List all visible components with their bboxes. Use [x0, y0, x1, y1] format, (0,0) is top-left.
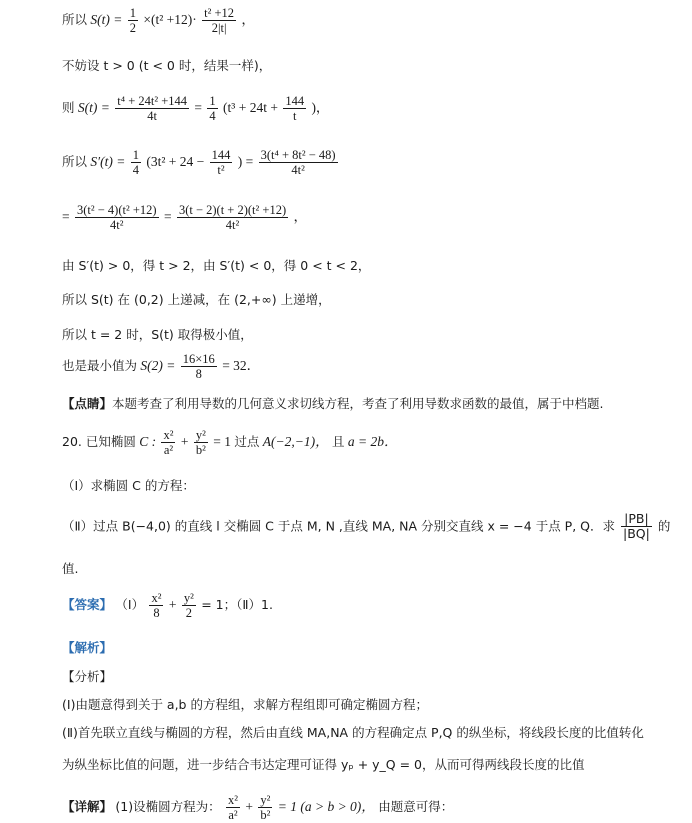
line-8: 所以 t = 2 时，S(t) 取得极小值，	[62, 327, 253, 342]
numerator: y²	[183, 591, 194, 605]
math: =	[194, 99, 206, 115]
denominator: 4t²	[177, 217, 288, 232]
denominator: 4	[209, 109, 216, 124]
math: =	[163, 208, 175, 224]
line-6: 由 S′(t) > 0，得 t > 2，由 S′(t) < 0，得 0 < t < 2，	[62, 258, 371, 273]
math: = 1 (a > b > 0)，	[277, 798, 375, 814]
line-10	[62, 396, 604, 411]
text: 所以	[62, 11, 88, 27]
numerator: y²	[260, 793, 271, 807]
fraction	[75, 203, 159, 233]
text: 所以	[62, 153, 88, 169]
line-21	[62, 793, 453, 823]
numerator: 3(t − 2)(t + 2)(t² +12)	[178, 203, 287, 217]
denominator: 8	[181, 366, 217, 381]
fenxi-tag: 【分析】	[62, 669, 113, 684]
denominator: b²	[260, 808, 271, 823]
denominator: b²	[195, 443, 206, 458]
line-7: 所以 S(t) 在 (0,2) 上递减，在 (2,+∞) 上递增，	[62, 292, 331, 307]
denominator: 4t²	[75, 217, 159, 232]
note-tag: 【点睛】	[62, 396, 113, 411]
denominator: a²	[226, 807, 240, 822]
fraction	[210, 148, 233, 178]
detail-tag: 【详解】	[62, 798, 113, 814]
denominator: |BQ|	[622, 526, 650, 542]
fraction	[115, 94, 189, 124]
math: +	[168, 596, 180, 612]
numerator: 144	[211, 148, 231, 162]
math: C :	[139, 433, 160, 449]
numerator: 1	[129, 6, 136, 20]
math: =	[62, 208, 73, 224]
line-19: (Ⅱ)首先联立直线与椭圆的方程，然后由直线 MA,NA 的方程确定点 P,Q 的纵坐标，将线段长度的比值转化	[62, 725, 644, 740]
math: S(t) =	[77, 99, 114, 115]
line-14: 值.	[62, 561, 79, 576]
math: a = 2b．	[347, 433, 398, 449]
text: ，	[293, 208, 307, 224]
numerator: x²	[151, 591, 162, 605]
fraction	[258, 793, 272, 823]
line-18: (Ⅰ)由题意得到关于 a,b 的方程组，求解方程组即可确定椭圆方程；	[62, 697, 428, 712]
fraction	[621, 512, 652, 542]
fraction	[181, 352, 217, 382]
fraction	[207, 94, 217, 124]
fraction	[177, 203, 288, 233]
math: S′(t) =	[90, 153, 129, 169]
denominator: 2	[129, 21, 136, 36]
denominator: t²	[210, 162, 233, 177]
math: S(2) =	[140, 357, 179, 373]
line-5	[62, 203, 307, 233]
denominator: 2	[182, 605, 196, 620]
math: A(−2,−1)，	[262, 433, 329, 449]
text: 则	[62, 99, 75, 115]
line-9	[62, 352, 260, 382]
numerator: t² +12	[204, 6, 235, 20]
math: S(t) =	[90, 11, 126, 27]
math: ×(t² +12)·	[143, 11, 197, 27]
denominator: 4t	[115, 108, 189, 123]
line-12: （Ⅰ）求椭圆 C 的方程：	[62, 478, 195, 493]
fraction	[128, 6, 138, 36]
numerator: 1	[209, 94, 216, 108]
fraction	[226, 793, 240, 823]
answer-tag: 【答案】	[62, 596, 113, 612]
numerator: x²	[163, 428, 174, 442]
numerator: x²	[227, 793, 238, 807]
analysis-tag: 【解析】	[62, 640, 113, 655]
line-2: 不妨设 t > 0 (t < 0 时，结果一样)，	[62, 58, 272, 73]
numerator: y²	[195, 428, 206, 442]
numerator: 3(t⁴ + 8t² − 48)	[260, 148, 336, 162]
fraction	[131, 148, 141, 178]
text: 的	[657, 518, 671, 534]
line-11	[62, 428, 397, 458]
text: 本题考查了利用导数的几何意义求切线方程，考查了利用导数求函数的最值，属于中档题.	[112, 396, 604, 411]
math: = 32．	[222, 357, 261, 373]
fraction	[202, 6, 236, 36]
line-4	[62, 148, 340, 178]
math: )，	[311, 99, 330, 115]
math: (t³ + 24t +	[223, 99, 282, 115]
fraction	[149, 591, 163, 621]
numerator: 1	[132, 148, 139, 162]
denominator: t	[283, 108, 306, 123]
denominator: 2|t|	[202, 20, 236, 35]
numerator: t⁴ + 24t² +144	[117, 94, 188, 108]
line-13	[62, 512, 670, 542]
text: 过点	[234, 433, 260, 449]
denominator: a²	[161, 442, 175, 457]
fraction	[194, 428, 208, 458]
denominator: 8	[149, 605, 163, 620]
text: (1)设椭圆方程为：	[115, 798, 221, 814]
math: +	[245, 798, 257, 814]
denominator: 4t²	[259, 162, 338, 177]
text: （Ⅱ）过点 B(−4,0) 的直线 l 交椭圆 C 于点 M, N ,直线 MA, NA 分别交直线 x = −4 于点 P, Q．求	[62, 518, 615, 534]
text: （Ⅰ）	[115, 596, 145, 612]
fraction	[161, 428, 175, 458]
numerator: 16×16	[182, 352, 215, 366]
denominator: 4	[132, 163, 139, 178]
fraction	[259, 148, 338, 178]
line-3	[62, 94, 329, 124]
fraction	[182, 591, 196, 621]
line-15	[62, 591, 273, 621]
math: = 1；（Ⅱ）1.	[201, 596, 273, 612]
line-20: 为纵坐标比值的问题，进一步结合韦达定理可证得 yₚ + y_Q = 0，从而可得两线段长度的比值	[62, 757, 585, 772]
question-number: 20. 已知椭圆	[62, 433, 136, 449]
math: (3t² + 24 −	[146, 153, 208, 169]
numerator: |PB|	[624, 511, 649, 526]
line-1	[62, 6, 255, 36]
math: +	[180, 433, 192, 449]
math: = 1	[213, 433, 231, 449]
numerator: 3(t² − 4)(t² +12)	[77, 203, 157, 217]
text: 且	[331, 433, 345, 449]
text: 由题意可得：	[378, 798, 454, 814]
fraction	[283, 94, 306, 124]
math: ) =	[237, 153, 257, 169]
numerator: 144	[285, 94, 305, 108]
text: ，	[241, 11, 255, 27]
text: 也是最小值为	[62, 357, 138, 373]
